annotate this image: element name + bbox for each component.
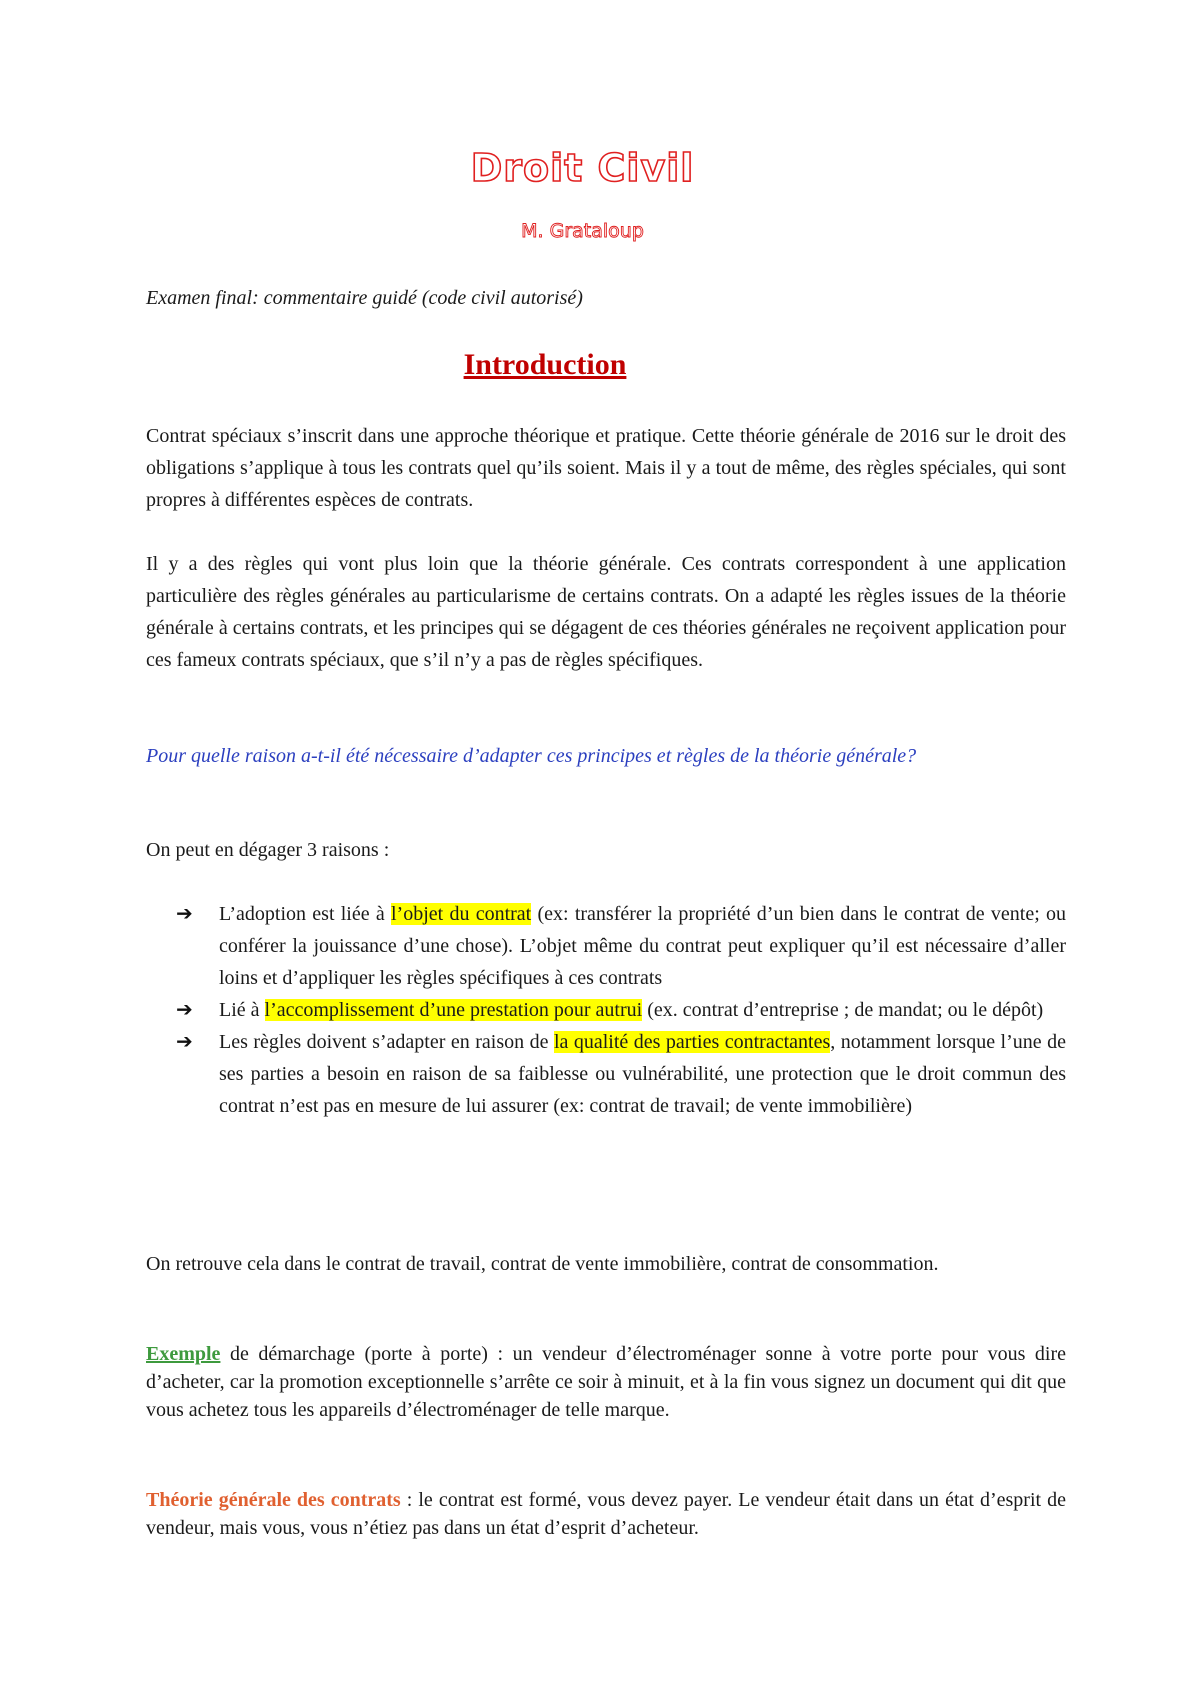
reason-text: L’adoption est liée à	[219, 903, 391, 925]
arrow-bullet-icon: ➔	[176, 903, 193, 925]
list-item	[176, 898, 1066, 994]
reasons-list	[176, 898, 1066, 1122]
paragraph-2: Il y a des règles qui vont plus loin que la théorie générale. Ces contrats correspondent à une application particulière des règles générales au particularisme de certains contrats. On a adapté les règles issues de la théorie générale à certains contrats, et les principes qui se dégagent de ces théories générales ne reçoivent application pour ces fameux contrats spéciaux, que s’il n’y a pas de règles spécifiques.	[146, 553, 1066, 671]
list-item	[176, 1026, 1066, 1122]
paragraph-theory	[146, 1486, 1066, 1542]
section-title: Introduction	[463, 348, 627, 381]
list-item	[176, 994, 1066, 1026]
theory-text: : le contrat est formé, vous devez payer. Le vendeur était dans un état d’esprit de vendeur, mais vous, vous n’étiez pas dans un état d’esprit d’acheteur.	[146, 1489, 1066, 1539]
theory-label: Théorie générale des contrats	[146, 1489, 401, 1511]
paragraph-example	[146, 1340, 1066, 1424]
reason-highlight: l’objet du contrat	[391, 903, 532, 925]
reason-text: , notamment lorsque l’une de ses parties a besoin en raison de sa faiblesse ou vulnérabilité, une protection que le droit commun des contrat n’est pas en mesure de lui assurer (ex: contrat de travail; de vente immobilière)	[219, 1031, 1067, 1117]
reason-text: Les règles doivent s’adapter en raison de	[219, 1031, 554, 1053]
example-label: Exemple	[146, 1343, 221, 1365]
paragraph-4: On retrouve cela dans le contrat de travail, contrat de vente immobilière, contrat de consommation.	[146, 1253, 939, 1275]
question-paragraph: Pour quelle raison a-t-il été nécessaire d’adapter ces principes et règles de la théorie générale?	[146, 745, 917, 767]
paragraph-3: On peut en dégager 3 raisons :	[146, 839, 390, 861]
reason-text: (ex. contrat d’entreprise ; de mandat; ou le dépôt)	[642, 999, 1044, 1021]
document-title: Droit Civil	[470, 146, 695, 190]
arrow-bullet-icon: ➔	[176, 999, 193, 1021]
exam-line: Examen final: commentaire guidé (code civil autorisé)	[146, 287, 583, 309]
reason-text: Lié à	[219, 999, 265, 1021]
paragraph-1: Contrat spéciaux s’inscrit dans une approche théorique et pratique. Cette théorie générale de 2016 sur le droit des obligations s’applique à tous les contrats quel qu’ils soient. Mais il y a tout de même, des règles spéciales, qui sont propres à différentes espèces de contrats.	[146, 425, 1066, 511]
reason-text: (ex: transférer la propriété d’un bien dans le contrat de vente; ou conférer la jouissance d’une chose). L’objet même du contrat peut expliquer qu’il est nécessaire d’aller loins et d’appliquer les règles spécifiques à ces contrats	[219, 903, 1066, 989]
reason-highlight: la qualité des parties contractantes	[553, 1031, 831, 1053]
reason-highlight: l’accomplissement d’une prestation pour autrui	[264, 999, 643, 1021]
document-author: M. Grataloup	[521, 220, 644, 242]
example-text: de démarchage (porte à porte) : un vendeur d’électroménager sonne à votre porte pour vous dire d’acheter, car la promotion exceptionnelle s’arrête ce soir à minuit, et à la fin vous signez un document qui dit que vous achetez tous les appareils d’électroménager de telle marque.	[146, 1343, 1066, 1421]
arrow-bullet-icon: ➔	[176, 1031, 193, 1053]
